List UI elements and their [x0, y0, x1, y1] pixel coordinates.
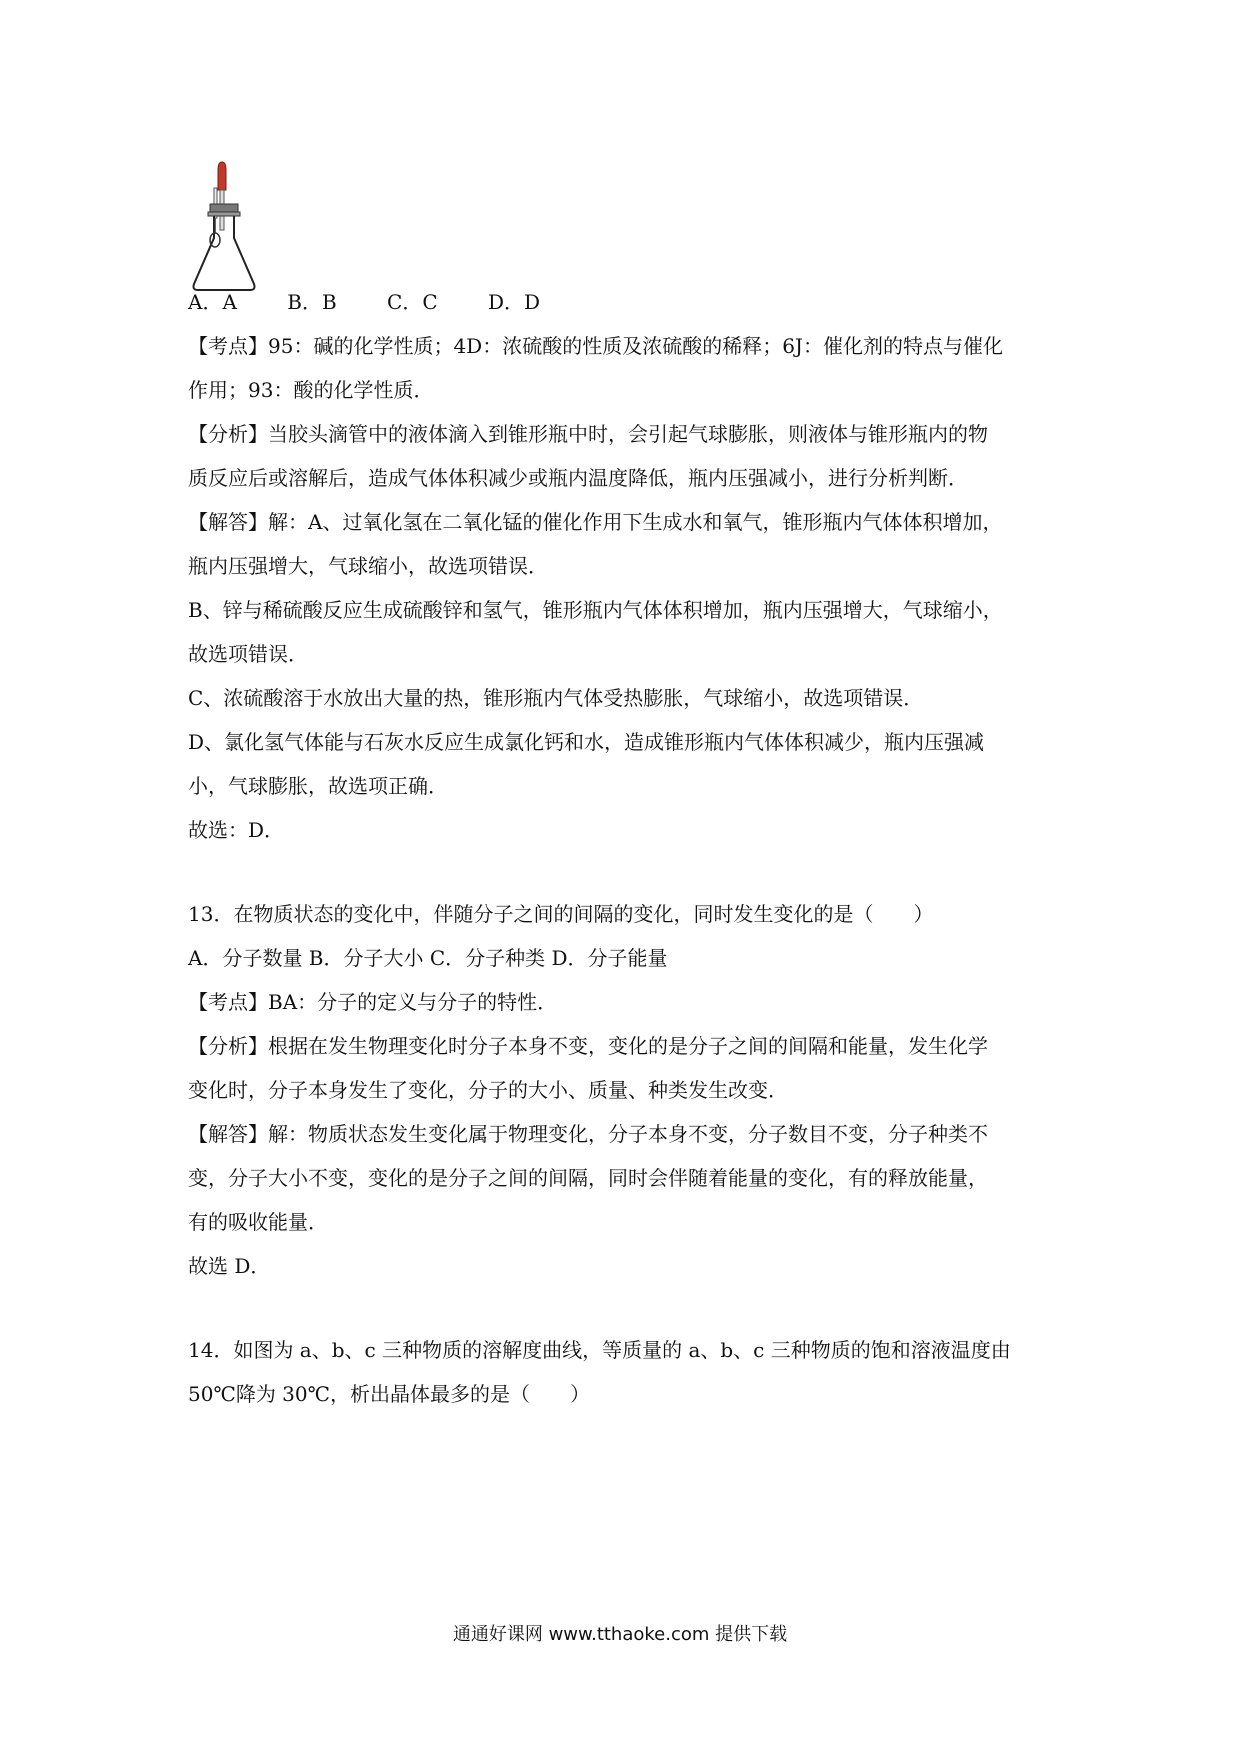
- q12-fenxi-label: 【分析】: [188, 422, 268, 446]
- q13-jieda-line2: 变，分子大小不变，变化的是分子之间的间隔，同时会伴随着能量的变化，有的释放能量，: [188, 1166, 988, 1190]
- q12-fenxi-line2: 质反应后或溶解后，造成气体体积减少或瓶内温度降低，瓶内压强减小，进行分析判断．: [188, 466, 968, 490]
- q12-fenxi-line1: 当胶头滴管中的液体滴入到锥形瓶中时，会引起气球膨胀，则液体与锥形瓶内的物: [268, 422, 988, 446]
- q12-jieda-label: 【解答】: [188, 510, 268, 534]
- q12-jieda-line2: 瓶内压强增大，气球缩小，故选项错误．: [188, 554, 548, 578]
- q12-options: [188, 288, 1078, 316]
- q13-answer: 故选 D．: [188, 1254, 271, 1278]
- flask-with-dropper-and-balloon-icon: [188, 160, 260, 300]
- q13-fenxi-line1: 根据在发生物理变化时分子本身不变，变化的是分子之间的间隔和能量，发生化学: [268, 1034, 988, 1058]
- q12-kaodian-line2: 作用；93：酸的化学性质．: [188, 378, 434, 402]
- q13-options: A．分子数量 B．分子大小 C．分子种类 D．分子能量: [188, 946, 668, 970]
- q14-stem-line2: 50℃降为 30℃，析出晶体最多的是（ ）: [188, 1382, 591, 1406]
- q13-jieda-label: 【解答】: [188, 1122, 268, 1146]
- q13-jieda-line3: 有的吸收能量．: [188, 1210, 328, 1234]
- q12-d-line1: D、氯化氢气体能与石灰水反应生成氯化钙和水，造成锥形瓶内气体体积减少，瓶内压强减: [188, 730, 985, 754]
- q12-option-c: C．C: [387, 290, 438, 314]
- q12-d-line2: 小，气球膨胀，故选项正确．: [188, 774, 448, 798]
- page-footer: 通通好课网 www.tthaoke.com 提供下载: [452, 1624, 788, 1645]
- q12-fenxi: [188, 420, 1078, 448]
- q12-kaodian-label: 【考点】: [188, 334, 268, 358]
- q12-b-line1: B、锌与稀硫酸反应生成硫酸锌和氢气，锥形瓶内气体体积增加，瓶内压强增大，气球缩小，: [188, 598, 1003, 622]
- q12-answer: 故选：D．: [188, 818, 285, 842]
- q13-jieda: [188, 1120, 1078, 1148]
- q13-kaodian-label: 【考点】: [188, 990, 268, 1014]
- q12-kaodian: [188, 332, 1078, 360]
- q12-jieda: [188, 508, 1078, 536]
- q14-stem-line1: 14．如图为 a、b、c 三种物质的溶解度曲线，等质量的 a、b、c 三种物质的饱和溶液温度由: [188, 1338, 1011, 1362]
- q13-fenxi-line2: 变化时，分子本身发生了变化，分子的大小、质量、种类发生改变．: [188, 1078, 788, 1102]
- q12-c-line: C、浓硫酸溶于水放出大量的热，锥形瓶内气体受热膨胀，气球缩小，故选项错误．: [188, 686, 924, 710]
- q13-fenxi-label: 【分析】: [188, 1034, 268, 1058]
- q13-kaodian: [188, 988, 1078, 1016]
- q12-kaodian-line1: 95：碱的化学性质；4D：浓硫酸的性质及浓硫酸的稀释；6J：催化剂的特点与催化: [268, 334, 1003, 358]
- q12-b-line2: 故选项错误．: [188, 642, 308, 666]
- q13-fenxi: [188, 1032, 1078, 1060]
- q13-jieda-line1: 解：物质状态发生变化属于物理变化，分子本身不变，分子数目不变，分子种类不: [268, 1122, 988, 1146]
- q12-option-a: A．A: [188, 290, 237, 314]
- q12-option-b: B．B: [287, 290, 337, 314]
- q12-option-d: D．D: [487, 290, 541, 314]
- q12-jieda-line1: 解：A、过氧化氢在二氧化锰的催化作用下生成水和氧气，锥形瓶内气体体积增加，: [268, 510, 1003, 534]
- q13-stem: 13．在物质状态的变化中，伴随分子之间的间隔的变化，同时发生变化的是（ ）: [188, 902, 934, 926]
- q13-kaodian-text: BA：分子的定义与分子的特性．: [268, 990, 558, 1014]
